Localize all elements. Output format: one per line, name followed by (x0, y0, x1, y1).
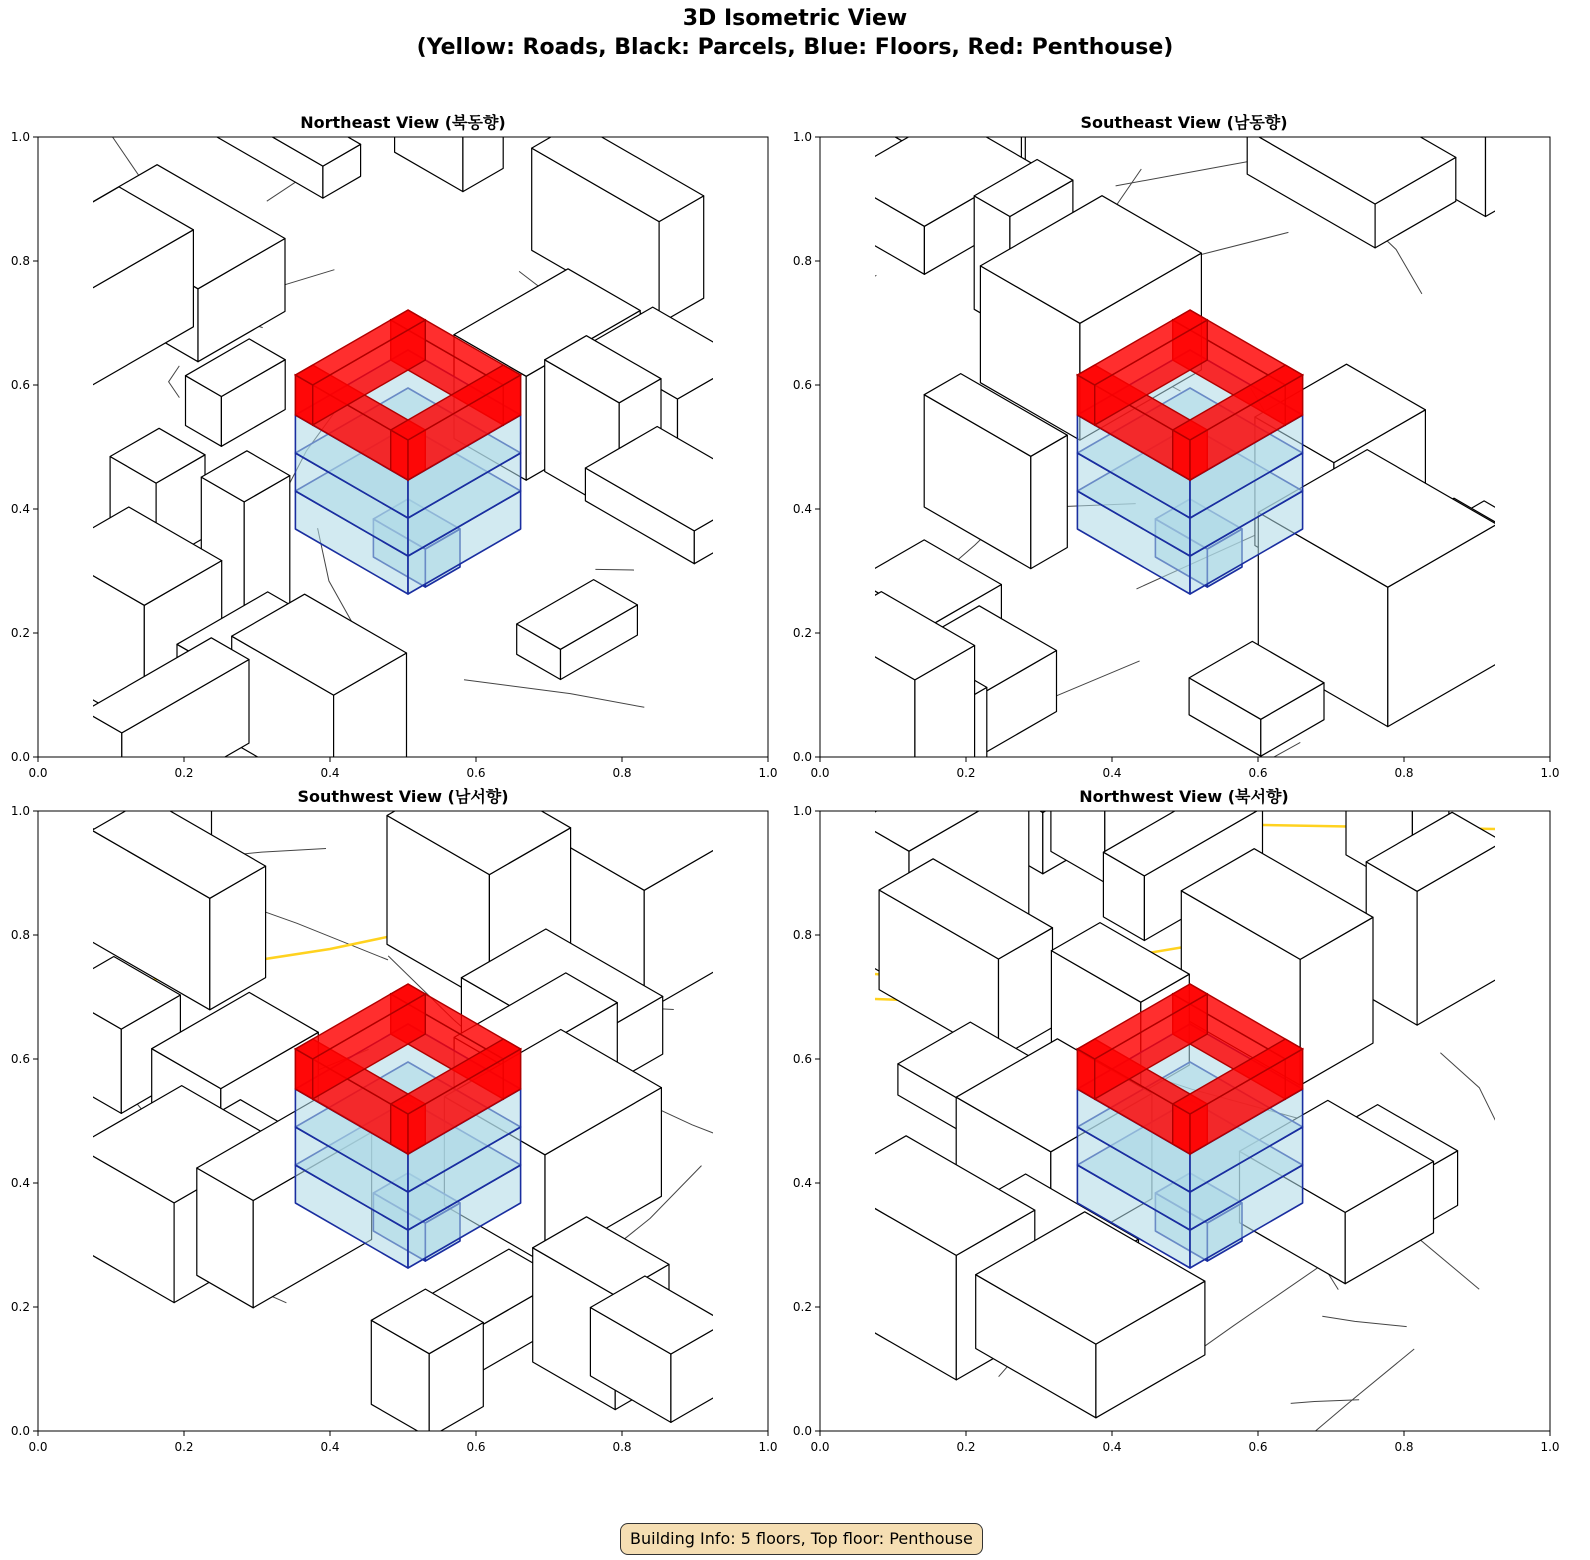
x-tick-label: 0.6 (466, 766, 486, 780)
x-tick-label: 0.8 (612, 1440, 632, 1454)
x-tick-label: 0.8 (612, 766, 632, 780)
y-tick-label: 0.8 (792, 928, 812, 942)
y-tick-label: 1.0 (792, 130, 812, 144)
parcel-boundary (1322, 1316, 1406, 1326)
y-tick-label: 0.4 (792, 1176, 812, 1190)
y-tick-label: 0.2 (792, 1300, 812, 1314)
x-tick-label: 0.2 (956, 766, 976, 780)
y-tick-label: 0.4 (792, 502, 812, 516)
x-tick-label: 0.2 (956, 1440, 976, 1454)
x-tick-label: 0.0 (810, 766, 830, 780)
panel-title-southwest: Southwest View (남서향) (297, 787, 509, 806)
y-tick-label: 0.6 (10, 1052, 30, 1066)
northwest-view-plot (782, 799, 1562, 1464)
parcel-building (517, 580, 638, 680)
scene (0, 52, 766, 817)
figure-title (0, 4, 1590, 62)
x-tick-label: 0.4 (320, 766, 340, 780)
x-tick-label: 0.6 (1248, 766, 1268, 780)
x-tick-label: 0.0 (28, 766, 48, 780)
y-tick-label: 0.6 (10, 378, 30, 392)
y-tick-label: 0.0 (10, 750, 30, 764)
x-tick-label: 1.0 (758, 766, 778, 780)
building-info-box: Building Info: 5 floors, Top floor: Penthouse (620, 1523, 983, 1555)
x-tick-label: 1.0 (1540, 1440, 1560, 1454)
southeast-view-plot (782, 125, 1562, 790)
panel-title-northeast: Northeast View (북동향) (300, 113, 506, 132)
y-tick-label: 0.4 (10, 1176, 30, 1190)
parcel-boundary (169, 366, 180, 398)
x-tick-label: 0.6 (466, 1440, 486, 1454)
scene (0, 712, 781, 1437)
x-tick-label: 0.4 (1102, 766, 1122, 780)
parcel-building (209, 79, 361, 199)
y-tick-label: 0.2 (10, 1300, 30, 1314)
y-tick-label: 0.4 (10, 502, 30, 516)
y-tick-label: 0.0 (792, 750, 812, 764)
y-tick-label: 0.8 (792, 254, 812, 268)
y-tick-label: 0.2 (10, 626, 30, 640)
x-tick-label: 0.2 (174, 1440, 194, 1454)
parcel-building (232, 594, 407, 801)
y-tick-label: 0.8 (10, 254, 30, 268)
x-tick-label: 0.4 (1102, 1440, 1122, 1454)
x-tick-label: 0.0 (28, 1440, 48, 1454)
x-tick-label: 0.4 (320, 1440, 340, 1454)
x-tick-label: 0.8 (1394, 1440, 1414, 1454)
y-tick-label: 0.0 (10, 1424, 30, 1438)
parcel-boundary (464, 680, 644, 708)
x-tick-label: 0.8 (1394, 766, 1414, 780)
panel-title-southeast: Southeast View (남동향) (1080, 113, 1288, 132)
figure-title-line1: 3D Isometric View (682, 6, 908, 31)
y-tick-label: 0.2 (792, 626, 812, 640)
x-tick-label: 1.0 (1540, 766, 1560, 780)
parcel-boundary (595, 569, 633, 570)
x-tick-label: 0.6 (1248, 1440, 1268, 1454)
parcel-boundary (1440, 1053, 1496, 1123)
x-tick-label: 0.2 (174, 766, 194, 780)
y-tick-label: 0.6 (792, 378, 812, 392)
y-tick-label: 0.6 (792, 1052, 812, 1066)
x-tick-label: 1.0 (758, 1440, 778, 1454)
y-tick-label: 0.8 (10, 928, 30, 942)
parcel-building (1247, 84, 1456, 248)
y-tick-label: 1.0 (10, 130, 30, 144)
panel-title-northwest: Northwest View (북서향) (1079, 787, 1289, 806)
parcel-building (0, 187, 193, 399)
southwest-view-plot (0, 799, 780, 1464)
y-tick-label: 1.0 (10, 804, 30, 818)
figure-title-line2: (Yellow: Roads, Black: Parcels, Blue: Floors, Red: Penthouse) (416, 35, 1174, 60)
parcel-boundary (1290, 1349, 1414, 1452)
x-tick-label: 0.0 (810, 1440, 830, 1454)
y-tick-label: 0.0 (792, 1424, 812, 1438)
northeast-view-plot (0, 125, 780, 790)
y-tick-label: 1.0 (792, 804, 812, 818)
